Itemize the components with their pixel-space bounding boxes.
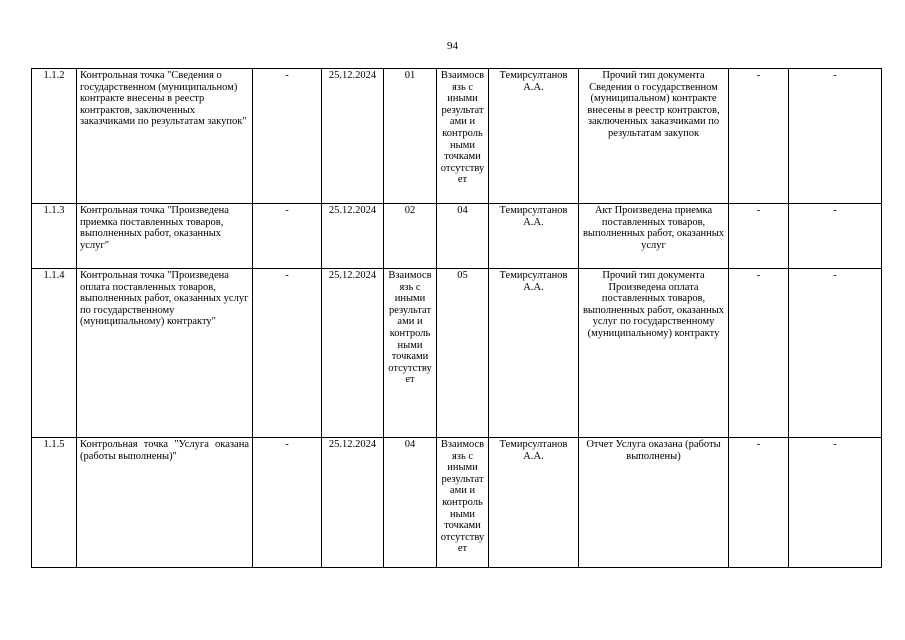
- table-row: [32, 69, 882, 204]
- cell-dash: -: [729, 438, 789, 568]
- cell-col5: 04: [384, 438, 437, 568]
- row-number: 1.1.4: [32, 269, 77, 438]
- cell-col6: Взаимосвязь с иными результатами и контрольными точками отсутствует: [437, 69, 489, 204]
- cell-col6: Взаимосвязь с иными результатами и контрольными точками отсутствует: [437, 438, 489, 568]
- cell-dash: -: [789, 204, 882, 269]
- deadline-date: 25.12.2024: [322, 269, 384, 438]
- cell-dash: -: [729, 69, 789, 204]
- cell-dash: -: [789, 438, 882, 568]
- cell-dash: -: [729, 204, 789, 269]
- control-point-name: Контрольная точка "Сведения о государственном (муниципальном) контракте внесены в реестр контрактов, заключенных заказчиками по результатам закупок": [77, 69, 253, 204]
- cell-col5: 01: [384, 69, 437, 204]
- responsible-person: Темирсултанов А.А.: [489, 69, 579, 204]
- control-point-name: Контрольная точка "Произведена приемка поставленных товаров, выполненных работ, оказанных услуг": [77, 204, 253, 269]
- cell-dash: -: [253, 269, 322, 438]
- cell-col5: 02: [384, 204, 437, 269]
- cell-dash: -: [253, 438, 322, 568]
- control-point-name: Контрольная точка "Услуга оказана (работы выполнены)": [77, 438, 253, 568]
- table-row: [32, 204, 882, 269]
- cell-dash: -: [729, 269, 789, 438]
- cell-dash: -: [789, 269, 882, 438]
- cell-dash: -: [253, 204, 322, 269]
- responsible-person: Темирсултанов А.А.: [489, 204, 579, 269]
- control-point-name: Контрольная точка "Произведена оплата поставленных товаров, выполненных работ, оказанных услуг по государственному (муниципальному) контракту": [77, 269, 253, 438]
- deadline-date: 25.12.2024: [322, 69, 384, 204]
- document-type: Акт Произведена приемка поставленных товаров, выполненных работ, оказанных услуг: [579, 204, 729, 269]
- cell-dash: -: [789, 69, 882, 204]
- responsible-person: Темирсултанов А.А.: [489, 438, 579, 568]
- cell-col6: 05: [437, 269, 489, 438]
- cell-col5: Взаимосвязь с иными результатами и контрольными точками отсутствует: [384, 269, 437, 438]
- row-number: 1.1.5: [32, 438, 77, 568]
- page-number: 94: [447, 40, 458, 52]
- responsible-person: Темирсултанов А.А.: [489, 269, 579, 438]
- deadline-date: 25.12.2024: [322, 438, 384, 568]
- cell-col6: 04: [437, 204, 489, 269]
- control-points-table: [31, 68, 882, 568]
- document-type: Прочий тип документа Сведения о государственном (муниципальном) контракте внесены в реестр контрактов, заключенных заказчиками по результатам закупок: [579, 69, 729, 204]
- cell-dash: -: [253, 69, 322, 204]
- document-type: Отчет Услуга оказана (работы выполнены): [579, 438, 729, 568]
- row-number: 1.1.3: [32, 204, 77, 269]
- table-row: [32, 438, 882, 568]
- table-row: [32, 269, 882, 438]
- deadline-date: 25.12.2024: [322, 204, 384, 269]
- row-number: 1.1.2: [32, 69, 77, 204]
- document-type: Прочий тип документа Произведена оплата поставленных товаров, выполненных работ, оказанных услуг по государственному (муниципальному) контракту: [579, 269, 729, 438]
